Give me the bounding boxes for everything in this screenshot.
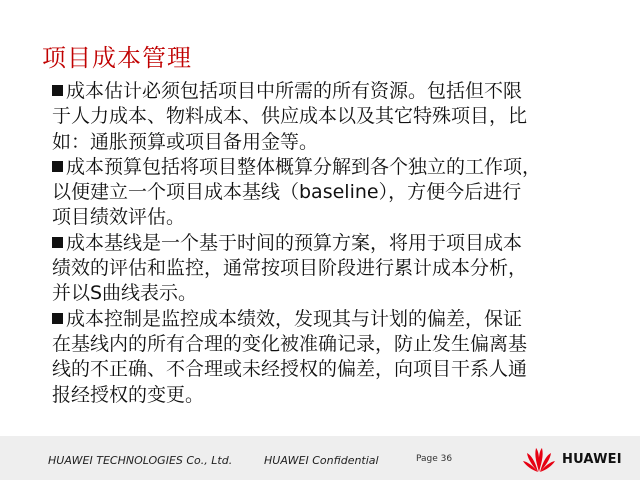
- slide-footer: [0, 436, 640, 480]
- logo-wordmark: HUAWEI: [562, 452, 622, 467]
- paragraph-text: 成本基线是一个基于时间的预算方案，将用于项目成本: [66, 231, 523, 254]
- paragraph-3-line-1: [52, 231, 592, 256]
- paragraph-1-line-1: [52, 79, 592, 104]
- square-bullet-icon: [52, 237, 63, 248]
- paragraph-1-line-2: 于人力成本、物料成本、供应成本以及其它特殊项目，比: [52, 105, 528, 128]
- huawei-logo: [522, 444, 630, 474]
- paragraph-2-line-1: [52, 155, 592, 180]
- confidential-label: HUAWEI Confidential: [264, 454, 379, 467]
- paragraph-4-line-4: 报经授权的变更。: [52, 383, 205, 406]
- square-bullet-icon: [52, 85, 63, 96]
- paragraph-2-line-3: 项目绩效评估。: [52, 206, 186, 229]
- paragraph-3-line-2: 绩效的评估和监控，通常按项目阶段进行累计成本分析，: [52, 257, 528, 280]
- paragraph-3-line-3: 并以S曲线表示。: [52, 282, 198, 305]
- page-number: Page 36: [416, 454, 453, 464]
- company-name: HUAWEI TECHNOLOGIES Co., Ltd.: [48, 454, 233, 467]
- square-bullet-icon: [52, 313, 63, 324]
- paragraph-4-line-2: 在基线内的所有合理的变化被准确记录，防止发生偏离基: [52, 332, 528, 355]
- paragraph-text: 成本估计必须包括项目中所需的所有资源。包括但不限: [66, 80, 523, 102]
- paragraph-2-line-2: 以便建立一个项目成本基线（baseline），方便今后进行: [52, 181, 522, 204]
- slide-title: 项目成本管理: [42, 44, 192, 72]
- paragraph-4-line-3: 线的不正确、不合理或未经授权的偏差，向项目干系人通: [52, 358, 528, 381]
- paragraph-4-line-1: [52, 307, 592, 332]
- paragraph-text: 成本控制是监控成本绩效，发现其与计划的偏差，保证: [66, 307, 523, 330]
- square-bullet-icon: [52, 161, 63, 172]
- paragraph-text: 成本预算包括将项目整体概算分解到各个独立的工作项，: [66, 155, 542, 178]
- huawei-petal-logo-icon: [522, 444, 556, 474]
- paragraph-1-line-3: 如：通胀预算或项目备用金等。: [52, 130, 319, 153]
- slide-body: [52, 79, 592, 408]
